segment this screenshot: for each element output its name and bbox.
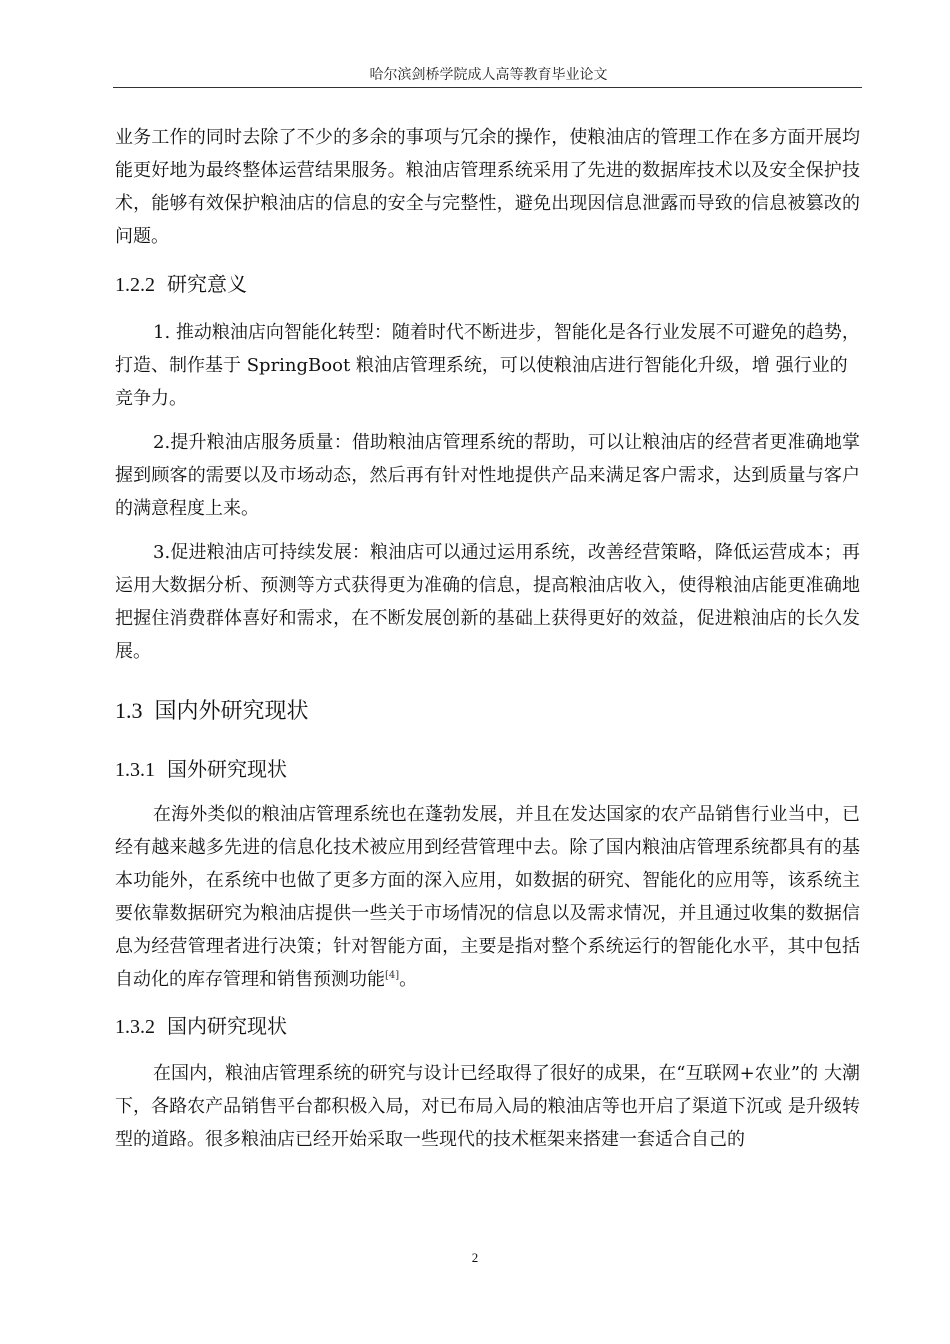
domestic-research-paragraph: 在国内，粮油店管理系统的研究与设计已经取得了很好的成果，在“互联网+农业”的 大潮下，各路农产品销售平台都积极入局，对已布局入局的粮油店等也开启了渠道下沉或 是升级转型的道路。很多粮油店已经开始采取一些现代的技术框架来搭建一套适合自己的 bbox=[115, 1063, 860, 1150]
foreign-research-text: 在海外类似的粮油店管理系统也在蓬勃发展，并且在发达国家的农产品销售行业当中，已经有越来越多先进的信息化技术被应用到经营管理中去。除了国内粮油店管理系统都具有的基本功能外，在系统中也做了更多方面的深入应用，如数据的研究、智能化的应用等，该系统主要依靠数据研究为粮油店提供一些关于市场情况的信息以及需求情况，并且通过收集的数据信息为经营管理者进行决策；针对智能方面，主要是指对整个系统运行的智能化水平，其中包括自动化的库存管理和销售预测功能 bbox=[115, 804, 860, 990]
heading-number: 1.3 bbox=[115, 698, 143, 723]
foreign-research-paragraph bbox=[115, 798, 860, 996]
significance-item-2: 2.提升粮油店服务质量：借助粮油店管理系统的帮助，可以让粮油店的经营者更准确地掌握到顾客的需要以及市场动态，然后再有针对性地提供产品来满足客户需求，达到质量与客户的满意程度上来。 bbox=[115, 432, 860, 519]
heading-title: 国内外研究现状 bbox=[154, 699, 309, 724]
heading-title: 研究意义 bbox=[167, 272, 247, 296]
citation-marker[interactable]: [4] bbox=[385, 970, 400, 981]
header-divider bbox=[113, 87, 862, 88]
significance-item-3: 3.促进粮油店可持续发展：粮油店可以通过运用系统，改善经营策略，降低运营成本；再运用大数据分析、预测等方式获得更为准确的信息，提高粮油店收入，使得粮油店能更准确地把握住消费群体喜好和需求，在不断发展创新的基础上获得更好的效益，促进粮油店的长久发展。 bbox=[115, 542, 860, 662]
running-header: 哈尔滨剑桥学院成人高等教育毕业论文 bbox=[369, 67, 608, 83]
heading-number: 1.3.1 bbox=[115, 759, 155, 781]
sentence-end: 。 bbox=[399, 969, 418, 990]
significance-item-1: 1. 推动粮油店向智能化转型：随着时代不断进步，智能化是各行业发展不可避免的趋势，打造、制作基于 SpringBoot 粮油店管理系统，可以使粮油店进行智能化升级，增 强行业的竞争力。 bbox=[115, 322, 860, 409]
intro-paragraph: 业务工作的同时去除了不少的多余的事项与冗余的操作，使粮油店的管理工作在多方面开展均能更好地为最终整体运营结果服务。粮油店管理系统采用了先进的数据库技术以及安全保护技术，能够有效保护粮油店的信息的安全与完整性，避免出现因信息泄露而导致的信息被篡改的问题。 bbox=[115, 127, 860, 247]
page-number: 2 bbox=[471, 1250, 479, 1265]
heading-title: 国外研究现状 bbox=[167, 757, 287, 781]
heading-title: 国内研究现状 bbox=[167, 1014, 287, 1038]
heading-number: 1.2.2 bbox=[115, 274, 155, 296]
heading-1-3-2 bbox=[115, 1012, 860, 1041]
page-content bbox=[115, 121, 860, 1156]
heading-1-3-1 bbox=[115, 755, 860, 784]
heading-1-3 bbox=[115, 696, 860, 727]
heading-number: 1.3.2 bbox=[115, 1016, 155, 1038]
heading-1-2-2 bbox=[115, 270, 860, 299]
